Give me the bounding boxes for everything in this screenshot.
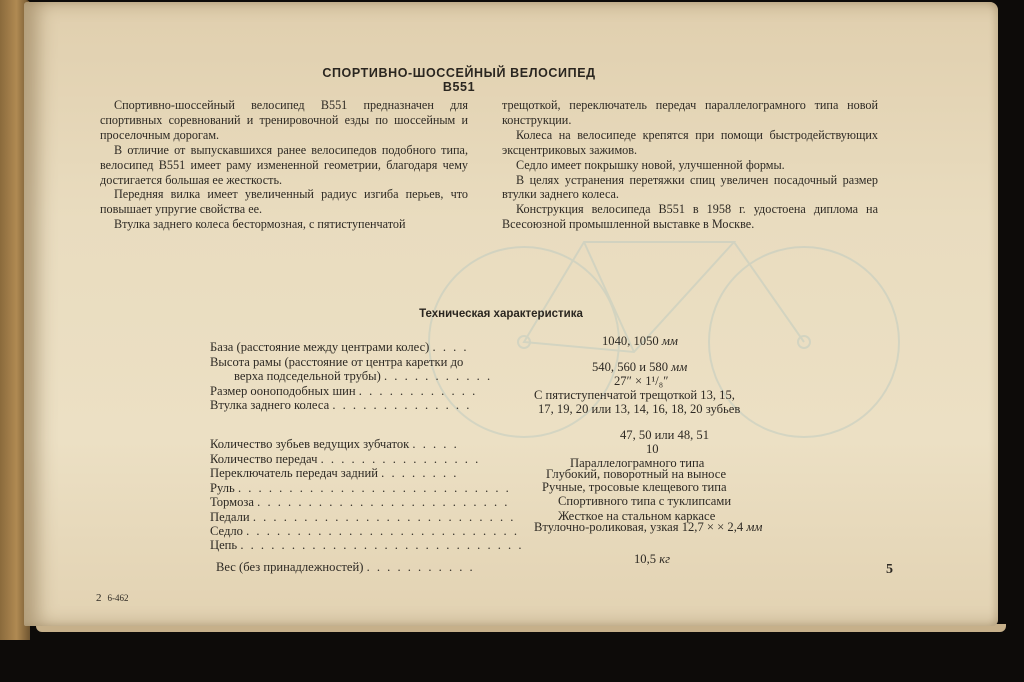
paragraph: В целях устранения перетяжки спиц увеличен посадочный размер втулки заднего колеса. — [502, 172, 878, 202]
spec-label: Руль . . . . . . . . . . . . . . . . . . . . . . . . . . . — [210, 481, 511, 495]
paragraph: Спортивно-шоссейный велосипед В551 предназначен для спортивных соревнований и тренировочной езды по шоссейным и проселочным дорогам. — [100, 98, 468, 142]
spec-value: 540, 560 и 580 мм — [592, 360, 688, 374]
paragraph: Седло имеет покрышку новой, улучшенной формы. — [516, 157, 785, 172]
spec-value: 27″ × 1¹/₈″ — [614, 374, 669, 388]
spec-value: Параллелограмного типа — [570, 456, 705, 470]
spec-label: Переключатель передач задний . . . . . . . . — [210, 466, 459, 480]
paragraph: Конструкция велосипеда В551 в 1958 г. удостоена диплома на Всесоюзной промышленной выставке в Москве. — [502, 202, 878, 232]
intro-right-column — [502, 98, 878, 232]
spec-label: Тормоза . . . . . . . . . . . . . . . . . . . . . . . . . — [210, 495, 510, 509]
spec-label: База (расстояние между центрами колес) . . . . — [210, 340, 469, 354]
paragraph: трещоткой, переключатель передач параллелограмного типа новой конструкции. — [502, 98, 878, 127]
spec-label: верха подседельной трубы) . . . . . . . . . . . — [234, 369, 493, 383]
spec-value: Глубокий, поворотный на выносе — [546, 467, 727, 481]
paragraph: Втулка заднего колеса бестормозная, с пятиступенчатой — [114, 217, 406, 232]
print-code: 2 6-462 — [96, 592, 129, 604]
spec-label: Втулка заднего колеса . . . . . . . . . . . . . . — [210, 398, 472, 412]
spec-value: 10,5 кг — [634, 552, 671, 566]
spec-label: Вес (без принадлежностей) . . . . . . . . . . . — [216, 560, 475, 574]
spec-value: 17, 19, 20 или 13, 14, 16, 18, 20 зубьев — [538, 402, 741, 416]
spec-label: Педали . . . . . . . . . . . . . . . . . . . . . . . . . . — [210, 510, 516, 524]
spec-label: Высота рамы (расстояние от центра каретки до — [210, 355, 464, 369]
spec-value: 47, 50 или 48, 51 — [620, 428, 710, 442]
spec-value: Спортивного типа с туклипсами — [558, 494, 732, 508]
document-title: СПОРТИВНО-ШОССЕЙНЫЙ ВЕЛОСИПЕД В551 — [322, 66, 596, 94]
spec-heading: Техническая характеристика — [419, 308, 583, 320]
spec-value: 10 — [646, 442, 659, 456]
spec-value: Втулочно-роликовая, узкая 12,7 × × 2,4 мм — [534, 520, 763, 534]
spec-value: 1040, 1050 мм — [602, 334, 678, 348]
spec-label: Размер ооноподобных шин . . . . . . . . . . . . — [210, 384, 478, 398]
page-number: 5 — [886, 562, 893, 577]
spec-value: С пятиступенчатой трещоткой 13, 15, — [534, 388, 735, 402]
spec-label: Седло . . . . . . . . . . . . . . . . . . . . . . . . . . . — [210, 524, 519, 538]
spec-label: Количество передач . . . . . . . . . . . . . . . . — [210, 452, 481, 466]
spec-label: Цепь . . . . . . . . . . . . . . . . . . . . . . . . . . . . — [210, 538, 524, 552]
paragraph: Колеса на велосипеде крепятся при помощи быстродействующих эксцентриковых зажимов. — [502, 127, 878, 157]
spec-label: Количество зубьев ведущих зубчаток . . . . . — [210, 437, 459, 451]
intro-left-column — [100, 98, 468, 232]
paragraph: Передняя вилка имеет увеличенный радиус изгиба перьев, что повышает упругие свойства ее. — [100, 187, 468, 217]
spec-value: Жесткое на стальном каркасе — [558, 509, 716, 523]
document-page — [24, 2, 998, 626]
spec-value: Ручные, тросовые клещевого типа — [542, 480, 727, 494]
paragraph: В отличие от выпускавшихся ранее велосипедов подобного типа, велосипед В551 имеет раму измененной геометрии, благодаря чему достигается большая ее жесткость. — [100, 142, 468, 187]
